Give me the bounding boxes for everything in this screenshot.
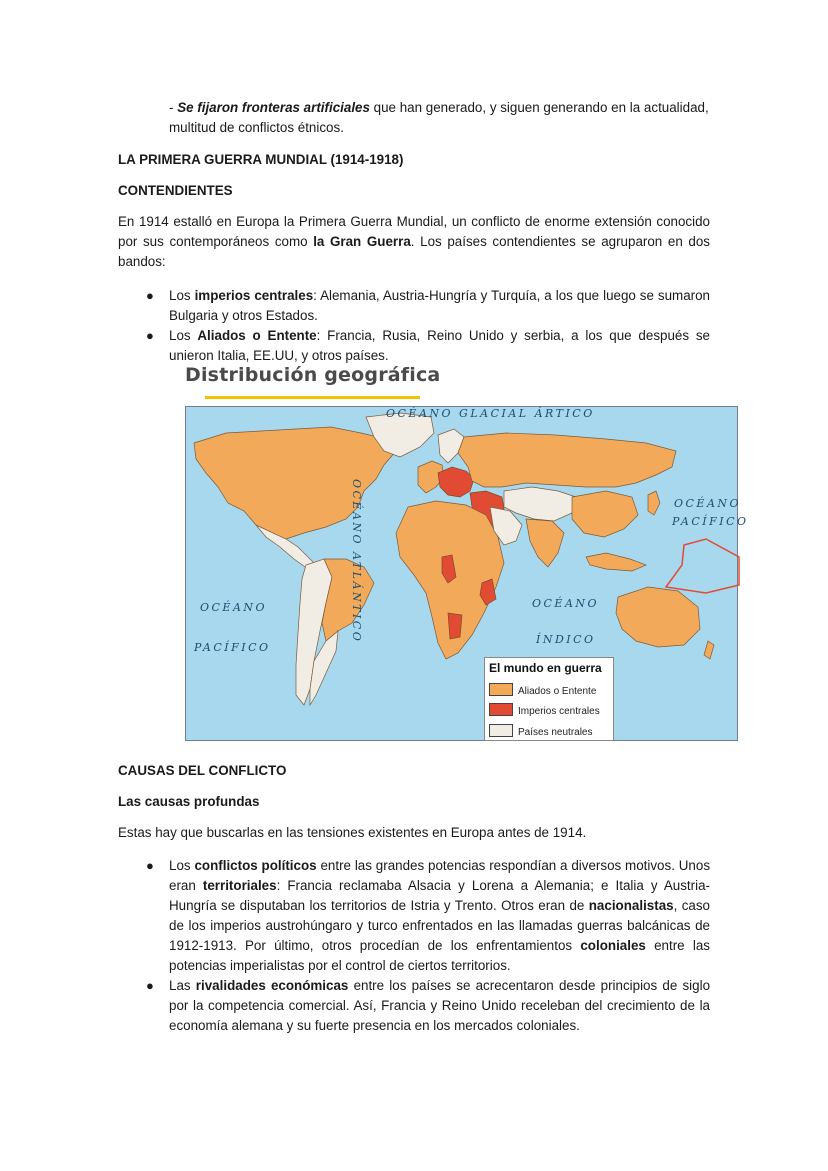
legend-swatch-allies	[489, 683, 513, 696]
bullet-text: Las	[169, 978, 196, 993]
world-map	[185, 406, 749, 741]
world-map-svg	[186, 407, 742, 742]
legend-item-neutral	[489, 724, 593, 738]
bullet-bold: territoriales	[202, 878, 277, 893]
bullet-bold: Aliados o Entente	[197, 328, 317, 343]
new-zealand	[704, 641, 714, 659]
contendientes-paragraph	[118, 212, 710, 272]
legend-swatch-central	[489, 703, 513, 716]
bullet-dot: ●	[146, 288, 154, 303]
bullet-text: entre los países se acrecentaron desde principios de siglo por la competencia comercial. Así, Francia y Reino Unido receleban del crecimiento de la economía alemana y su fuerte presencia en los mercados coloniales.	[169, 978, 711, 1033]
legend-item-allies	[489, 683, 596, 697]
central-powers-europe	[438, 467, 474, 497]
bullet-text: Los	[169, 288, 195, 303]
bullet-central-powers	[169, 286, 710, 326]
causas-intro: Estas hay que buscarlas en las tensiones existentes en Europa antes de 1914.	[118, 825, 587, 840]
ocean-pacific-left-1: OCÉANO	[200, 601, 268, 614]
legend-item-central	[489, 703, 600, 717]
legend-label: Países neutrales	[518, 727, 593, 738]
scandinavia	[438, 429, 464, 463]
ocean-pacific-left-2: PACÍFICO	[194, 641, 271, 654]
bullet-bold: nacionalistas	[588, 898, 674, 913]
para-pre: En 1914 estalló en Europa la Primera Guerra Mundial, un conflicto de enorme extensión conocido por sus contemporáneos como	[118, 214, 710, 249]
bullet-dot: ●	[146, 978, 154, 993]
bullet-bold: imperios centrales	[194, 288, 314, 303]
para-post: . Los países contendientes se agruparon en dos bandos:	[118, 234, 710, 269]
intro-bold-italic: Se fijaron fronteras artificiales	[177, 100, 370, 115]
legend-swatch-neutral	[489, 724, 513, 737]
bullet-dot: ●	[146, 328, 154, 343]
ocean-indian-2: ÍNDICO	[536, 633, 596, 646]
german-colony-southwest	[448, 613, 462, 639]
bullet-dot: ●	[146, 858, 154, 873]
map-title-underline	[205, 396, 420, 399]
legend-label: Aliados o Entente	[518, 686, 597, 697]
bullet-political-conflicts	[169, 856, 710, 976]
causas-heading: CAUSAS DEL CONFLICTO	[118, 763, 287, 778]
australia	[616, 587, 700, 647]
bullet-text: : Alemania, Austria-Hungría y Turquía, a los que luego se sumaron Bulgaria y otros Estados.	[169, 288, 711, 323]
map-title: Distribución geográfica	[185, 364, 441, 386]
bullet-text: Los	[169, 858, 195, 873]
japan	[648, 491, 660, 515]
bullet-text: entre las grandes potencias respondían a diversos motivos. Unos eran	[169, 858, 711, 893]
intro-item	[169, 98, 714, 138]
pacific-german-zone	[666, 539, 739, 593]
ocean-arctic: OCÉANO GLACIAL ÁRTICO	[386, 407, 595, 420]
india	[526, 519, 564, 567]
bullet-text: : Francia reclamaba Alsacia y Lorena a Alemania; e Italia y Austria-Hungría se disputaban los territorios de Istria y Trento. Otros eran de	[169, 878, 710, 913]
bullet-economic-rivalries	[169, 976, 710, 1036]
se-asia-islands	[586, 553, 646, 571]
bullet-bold: coloniales	[580, 938, 646, 953]
bullet-text: Los	[169, 328, 198, 343]
section-title: LA PRIMERA GUERRA MUNDIAL (1914-1918)	[118, 152, 404, 167]
asia-neutral	[504, 487, 576, 521]
bullet-text: , caso de los imperios austrohúngaro y turco enfrentados en las llamadas guerras balcánicas de 1912-1913. Por último, otros procedían de los enfrentamientos	[169, 898, 710, 953]
ocean-pacific-right-1: OCÉANO	[674, 497, 742, 510]
bullet-bold: rivalidades económicas	[195, 978, 349, 993]
bullet-bold: conflictos políticos	[194, 858, 317, 873]
china	[572, 491, 638, 537]
map-legend	[484, 657, 614, 741]
ocean-atlantic: OCÉANO ATLÁNTICO	[350, 479, 363, 644]
intro-rest: que han generado, y siguen generando en la actualidad, multitud de conflictos étnicos.	[169, 100, 709, 135]
ocean-pacific-right-2: PACÍFICO	[672, 515, 749, 528]
ocean-indian-1: OCÉANO	[532, 597, 600, 610]
intro-dash: -	[169, 100, 178, 115]
para-bold: la Gran Guerra	[313, 234, 411, 249]
contendientes-heading: CONTENDIENTES	[118, 183, 233, 198]
bullet-allies	[169, 326, 710, 366]
south-america-brazil	[322, 559, 374, 641]
bullet-text: entre las potencias imperialistas por el control de ciertos territorios.	[169, 938, 710, 973]
causas-subheading: Las causas profundas	[118, 794, 260, 809]
legend-title: El mundo en guerra	[489, 661, 602, 675]
north-america	[194, 427, 396, 539]
legend-label: Imperios centrales	[518, 706, 600, 717]
russia-asia	[458, 433, 676, 487]
bullet-text: : Francia, Rusia, Reino Unido y serbia, a los que después se unieron Italia, EE.UU, y otros países.	[169, 328, 710, 363]
